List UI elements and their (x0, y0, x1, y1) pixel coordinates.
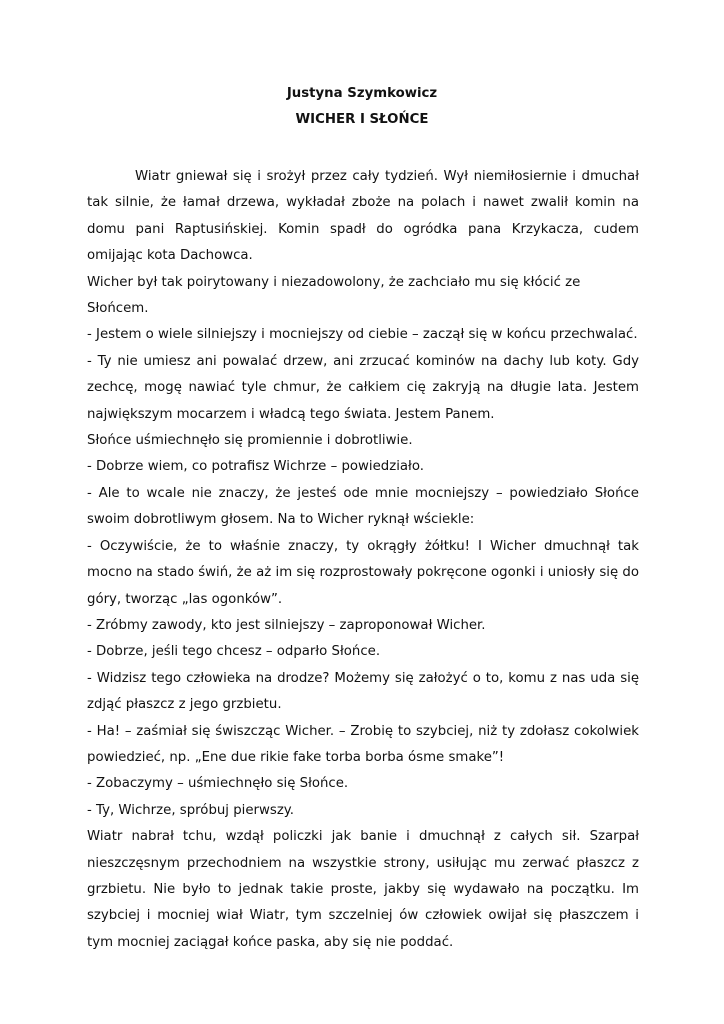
paragraph: - Zobaczymy – uśmiechnęło się Słońce. (87, 776, 349, 792)
story-title: WICHER I SŁOŃCE (295, 112, 429, 127)
paragraph: - Ha! – zaśmiał się świszcząc Wicher. – Zrobię to szybciej, niż ty zdołasz cokolwiek powiedzieć, np. „Ene due rikie fake torba borba ósme smake”! (87, 723, 639, 765)
paragraph: - Oczywiście, że to właśnie znaczy, ty okrągły żółtku! I Wicher dmuchnął tak mocno na stado świń, że aż im się rozprostowały pokręcone ogonki i uniosły się do góry, tworząc „las ogonków”. (87, 538, 639, 607)
paragraph: - Jestem o wiele silniejszy i mocniejszy od ciebie – zaczął się w końcu przechwalać. (87, 327, 638, 343)
paragraph: - Dobrze, jeśli tego chcesz – odparło Słońce. (87, 644, 381, 660)
paragraph: - Ty, Wichrze, spróbuj pierwszy. (87, 802, 294, 818)
story-body (87, 164, 639, 956)
paragraph: Wiatr nabrał tchu, wzdął policzki jak banie i dmuchnął z całych sił. Szarpał nieszczęsnym przechodniem na wszystkie strony, usiłując mu zerwać płaszcz z grzbietu. Nie było to jednak takie proste, jakby się wydawało na początku. Im szybciej i mocniej wiał Wiatr, tym szczelniej ów człowiek owijał się płaszczem i tym mocniej zaciągał końce paska, aby się nie poddać. (87, 829, 639, 950)
paragraph: - Widzisz tego człowieka na drodze? Możemy się założyć o to, komu z nas uda się zdjąć płaszcz z jego grzbietu. (87, 670, 639, 713)
paragraph: - Ale to wcale nie znaczy, że jesteś ode mnie mocniejszy – powiedziało Słońce swoim dobrotliwym głosem. Na to Wicher ryknął wściekle: (87, 485, 639, 528)
paragraph: Słońce uśmiechnęło się promiennie i dobrotliwie. (87, 433, 413, 449)
paragraph: - Zróbmy zawody, kto jest silniejszy – zaproponował Wicher. (87, 617, 486, 633)
paragraph: Wicher był tak poirytowany i niezadowolony, że zachciało mu się kłócić ze Słońcem. (87, 274, 581, 317)
paragraph: - Dobrze wiem, co potrafisz Wichrze – powiedziało. (87, 459, 424, 475)
paragraph: Wiatr gniewał się i srożył przez cały tydzień. Wył niemiłosiernie i dmuchał tak silnie, że łamał drzewa, wykładał zboże na polach i nawet zwalił komin na domu pani Raptusińskiej. Komin spadł do ogródka pana Krzykacza, cudem omijając kota Dachowca. (87, 169, 639, 264)
paragraph: - Ty nie umiesz ani powalać drzew, ani zrzucać kominów na dachy lub koty. Gdy zechcę, mogę nawiać tyle chmur, że całkiem cię zakryją na długie lata. Jestem największym mocarzem i władcą tego świata. Jestem Panem. (87, 353, 639, 422)
author-name: Justyna Szymkowicz (286, 86, 438, 101)
